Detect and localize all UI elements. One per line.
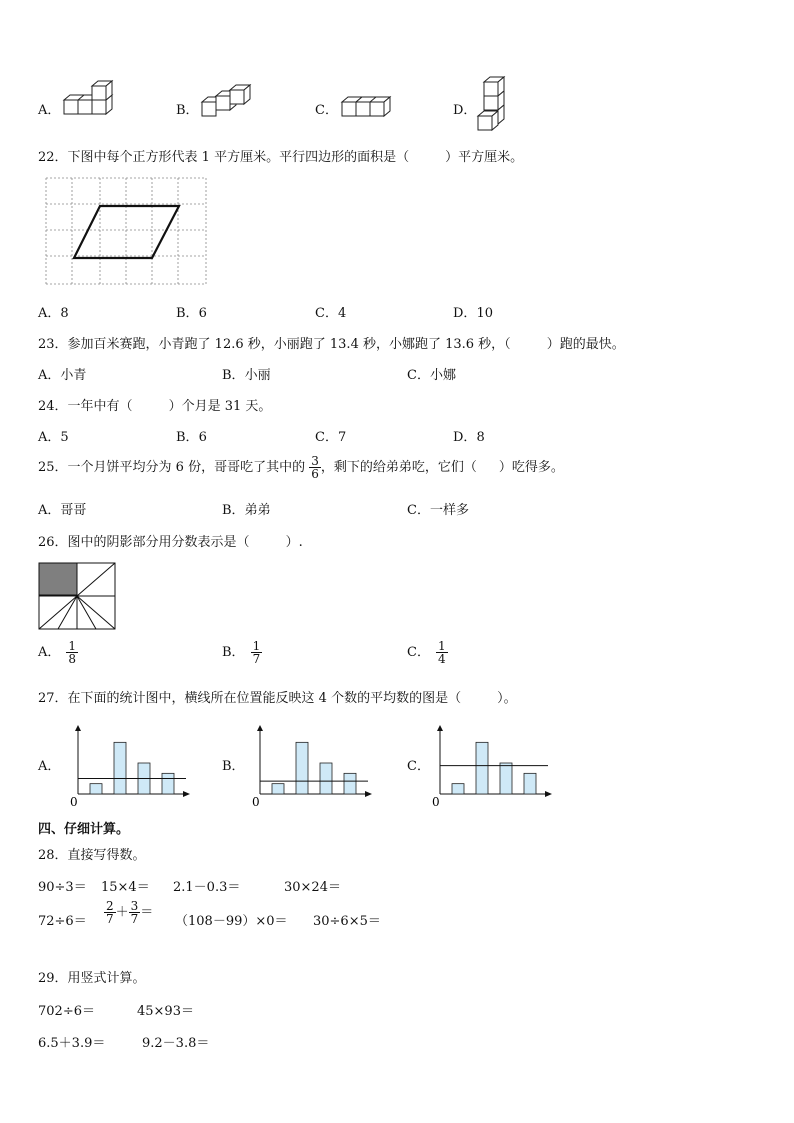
q25-option-a: A．哥哥	[38, 503, 87, 518]
q28-item-6: $\frac{2}{7}$ ＋ $\frac{3}{7}$ ＝	[106, 899, 154, 926]
q21-option-c-cubes-figure	[340, 92, 392, 122]
bar	[344, 773, 356, 794]
x-axis-arrow	[183, 791, 190, 797]
bar	[114, 742, 126, 794]
q26-option-c: C． $\frac{1}{4}$	[407, 639, 446, 666]
q29-item-4: 9.2－3.8＝	[142, 1036, 210, 1051]
bar	[296, 742, 308, 794]
q27-chart-b	[252, 724, 376, 809]
q22-option-a: A．8	[38, 306, 69, 321]
q22-grid-parallelogram-figure	[44, 176, 209, 288]
x-axis-arrow	[545, 791, 552, 797]
q28-item-8: 30÷6×5＝	[313, 914, 381, 929]
q29-item-2: 45×93＝	[137, 1004, 194, 1019]
origin-label: 0	[70, 795, 78, 809]
q27-option-b-label: B．	[222, 759, 245, 774]
q24-question: 24．一年中有（ ）个月是 31 天。	[38, 399, 272, 414]
q27-chart-a	[70, 724, 194, 809]
q27-question: 27．在下面的统计图中，横线所在位置能反映这 4 个数的平均数的图是（ ）。	[38, 691, 517, 706]
origin-label: 0	[432, 795, 440, 809]
q22-option-d: D．10	[453, 306, 493, 321]
q23-option-a: A．小青	[38, 368, 87, 383]
q22-question: 22．下图中每个正方形代表 1 平方厘米。平行四边形的面积是（ ）平方厘米。	[38, 150, 524, 165]
q28-item-1: 90÷3＝	[38, 880, 87, 895]
q21-option-b-cubes-figure	[200, 88, 252, 122]
q21-option-c-label: C．	[315, 103, 338, 118]
q24-option-c: C．7	[315, 430, 347, 445]
q26-question: 26．图中的阴影部分用分数表示是（ ）.	[38, 535, 303, 550]
bar	[524, 773, 536, 794]
q25-option-c: C．一样多	[407, 503, 469, 518]
q29-item-1: 702÷6＝	[38, 1004, 95, 1019]
q26-shaded-square-figure	[38, 562, 116, 630]
y-axis-arrow	[437, 725, 443, 731]
bar	[476, 742, 488, 794]
q23-question: 23．参加百米赛跑，小青跑了 12.6 秒，小丽跑了 13.4 秒，小娜跑了 13.6 秒，（ ）跑的最快。	[38, 337, 625, 352]
q24-option-b: B．6	[176, 430, 207, 445]
q29-item-3: 6.5＋3.9＝	[38, 1036, 106, 1051]
q21-option-d-cubes-figure	[476, 76, 506, 136]
x-axis-arrow	[365, 791, 372, 797]
q25-option-b: B．弟弟	[222, 503, 271, 518]
q28-item-7: （108－99）×0＝	[175, 914, 288, 929]
q29-title: 29．用竖式计算。	[38, 971, 146, 986]
q28-item-5: 72÷6＝	[38, 914, 87, 929]
q21-option-d-label: D．	[453, 103, 477, 118]
bar	[272, 784, 284, 794]
q21-option-a-label: A．	[38, 103, 61, 118]
q28-item-4: 30×24＝	[284, 880, 341, 895]
q26-option-b: B． $\frac{1}{7}$	[222, 639, 261, 666]
q25-fraction: $\frac{3}{6}$	[311, 454, 319, 481]
q28-item-2: 15×4＝	[101, 880, 150, 895]
section-4-heading: 四、仔细计算。	[38, 822, 130, 837]
y-axis-arrow	[75, 725, 81, 731]
q22-option-c: C．4	[315, 306, 347, 321]
q23-option-b: B．小丽	[222, 368, 271, 383]
bar	[452, 784, 464, 794]
bar	[320, 763, 332, 794]
q26-option-a: A． $\frac{1}{8}$	[38, 639, 77, 666]
origin-label: 0	[252, 795, 260, 809]
bar	[90, 784, 102, 794]
q24-option-a: A．5	[38, 430, 69, 445]
q23-option-c: C．小娜	[407, 368, 456, 383]
q27-option-a-label: A．	[38, 759, 61, 774]
bar	[500, 763, 512, 794]
q28-title: 28．直接写得数。	[38, 848, 146, 863]
q21-option-b-label: B．	[176, 103, 199, 118]
y-axis-arrow	[257, 725, 263, 731]
q27-option-c-label: C．	[407, 759, 430, 774]
q28-item-3: 2.1－0.3＝	[173, 880, 241, 895]
q21-option-a-cubes-figure	[62, 90, 122, 122]
q25-question: 25．一个月饼平均分为 6 份，哥哥吃了其中的 $\frac{3}{6}$ ，剩下的给弟弟吃，它们（ ）吃得多。	[38, 454, 564, 481]
bar	[162, 773, 174, 794]
q24-option-d: D．8	[453, 430, 485, 445]
q22-option-b: B．6	[176, 306, 207, 321]
q27-chart-c	[432, 724, 556, 809]
